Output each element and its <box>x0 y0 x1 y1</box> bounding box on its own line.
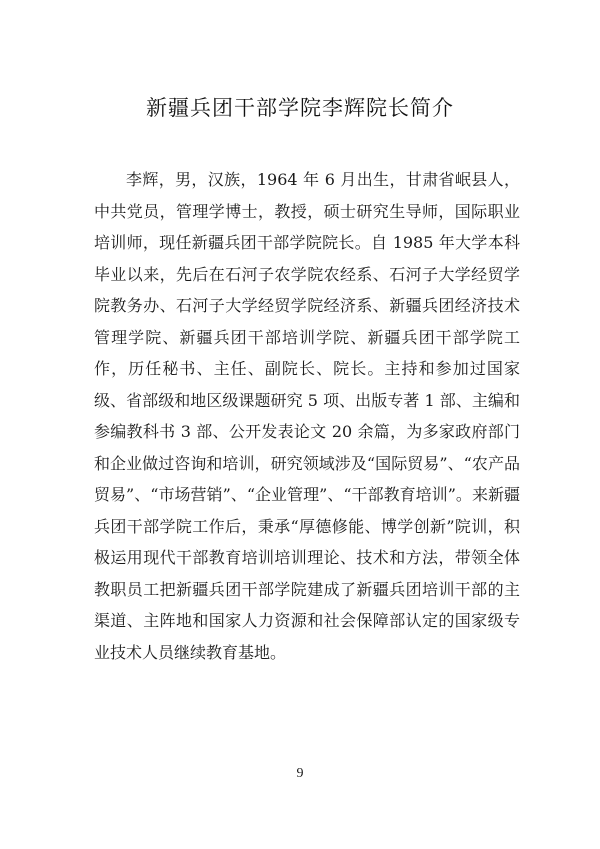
page-number: 9 <box>296 766 304 781</box>
body-paragraph: 李辉，男，汉族，1964 年 6 月出生，甘肃省岷县人，中共党员，管理学博士，教授，硕士研究生导师，国际职业培训师，现任新疆兵团干部学院院长。自 1985 年大学本科毕业以来，先后在石河子农学院农经系、石河子大学经贸学院教务办、石河子大学经贸学院经济系、新疆兵团经济技术管理学院、新疆兵团干部培训学院、新疆兵团干部学院工作，历任秘书、主任、副院长、院长。主持和参加过国家级、省部级和地区级课题研究 5 项、出版专著 1 部、主编和参编教科书 3 部、公开发表论文 20 余篇，为多家政府部门和企业做过咨询和培训，研究领域涉及“国际贸易”、“农产品贸易”、“市场营销”、“企业管理”、“干部教育培训”。来新疆兵团干部学院工作后，秉承“厚德修能、博学创新”院训，积极运用现代干部教育培训培训理论、技术和方法，带领全体教职员工把新疆兵团干部学院建成了新疆兵团培训干部的主渠道、主阵地和国家人力资源和社会保障部认定的国家级专业技术人员继续教育基地。 <box>94 170 520 662</box>
page-title: 新疆兵团干部学院李辉院长简介 <box>146 96 454 120</box>
